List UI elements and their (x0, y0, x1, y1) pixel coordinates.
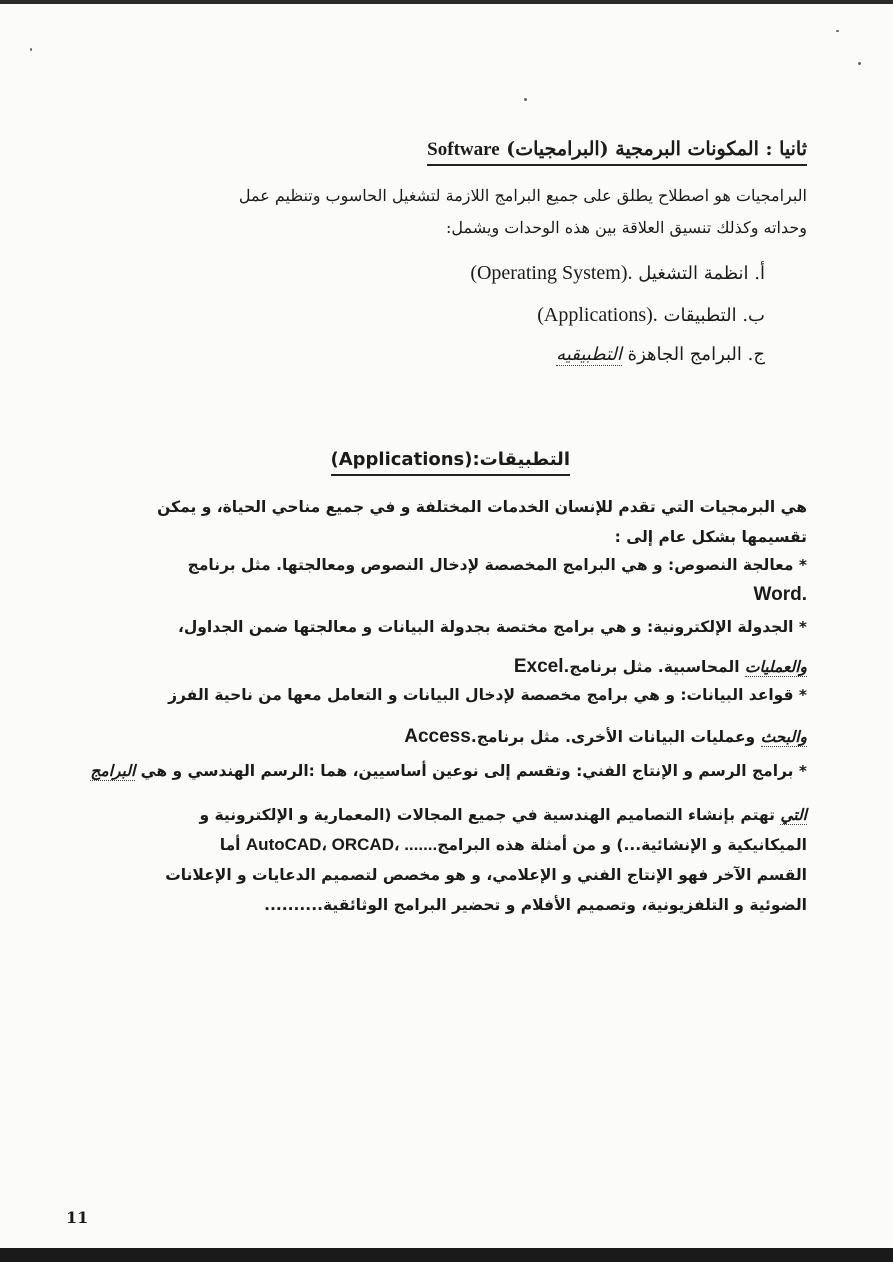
handwritten-annotation: التطبيقيه (556, 344, 622, 365)
heading-arabic: ثانيا : المكونات البرمجية (البرامجيات) (506, 138, 807, 160)
list-item-applications (537, 304, 765, 327)
program-name-excel: Excel (513, 656, 564, 677)
section-software-heading (427, 138, 807, 166)
bullet-drawing-production (90, 756, 807, 920)
paragraph-line: هي البرمجيات التي تقدم للإنسان الخدمات المختلفة و في جميع مناحي الحياة، و يمكن (157, 498, 807, 516)
list-marker: ب. (742, 305, 765, 326)
paragraph-line: وعمليات البيانات الأخرى. مثل برنامج. (470, 728, 756, 746)
program-name-access: Access (404, 726, 471, 747)
paragraph-line: * الجدولة الإلكترونية: و هي برامج مختصة بجدولة البيانات و معالجتها ضمن الجداول، (177, 618, 807, 636)
list-label-arabic: التطبيقات (663, 305, 737, 326)
paragraph-line: المحاسبية. مثل برنامج. (563, 658, 740, 676)
definition-line: وحداته وكذلك تنسيق العلاقة بين هذه الوحدات ويشمل: (445, 218, 807, 237)
paragraph-line: القسم الآخر فهو الإنتاج الفني و الإعلامي، و هو مخصص لتصميم الدعايات و الإعلانات (165, 866, 807, 884)
paragraph-line: تقسيمها بشكل عام إلى : (614, 528, 807, 546)
applications-intro (157, 492, 807, 552)
heading-english: Software (427, 139, 500, 160)
list-marker: أ. (754, 263, 765, 284)
section-applications-heading (331, 449, 571, 476)
handwritten-annotation: البرامج (90, 761, 136, 780)
paragraph-line: * معالجة النصوص: و هي البرامج المخصصة لإدخال النصوص ومعالجتها. مثل برنامج (187, 556, 807, 574)
handwritten-annotation: والبحث (760, 727, 807, 746)
page-number: 11 (66, 1208, 89, 1227)
list-marker: ج. (747, 344, 765, 365)
scan-edge-bottom (0, 1248, 893, 1262)
scan-speck (30, 48, 32, 51)
handwritten-annotation: والعمليات (744, 657, 807, 676)
scan-edge-top (0, 0, 893, 4)
scan-speck (836, 30, 839, 32)
heading-arabic: التطبيقات: (472, 449, 570, 470)
list-label-arabic: البرامج الجاهزة (627, 344, 742, 365)
paragraph-line: الميكانيكية و الإنشائية...) و من أمثلة هذه البرامج (437, 836, 807, 854)
scan-speck (858, 62, 861, 65)
heading-english: (Applications) (330, 449, 473, 470)
software-definition (82, 180, 807, 244)
bullet-databases (168, 680, 807, 752)
scan-speck (524, 98, 527, 101)
bullet-word-processing (188, 550, 807, 610)
paragraph-line: * برامج الرسم و الإنتاج الفني: وتقسم إلى نوعين أساسيين، هما :الرسم الهندسي و هي (140, 762, 807, 780)
program-name-word: Word. (753, 584, 807, 605)
list-item-ready-programs (556, 344, 765, 365)
list-label-arabic: انظمة التشغيل (638, 263, 749, 284)
list-item-operating-system (470, 262, 765, 285)
definition-line: البرامجيات هو اصطلاح يطلق على جميع البرامج اللازمة لتشغيل الحاسوب وتنظيم عمل (238, 186, 807, 205)
bullet-spreadsheets (178, 612, 807, 682)
handwritten-annotation: التي (780, 805, 807, 824)
paragraph-line: تهتم بإنشاء التصاميم الهندسية في جميع المجالات (المعمارية و الإلكترونية و (199, 806, 775, 824)
paragraph-line: أما (219, 836, 241, 854)
list-label-english: (Applications). (537, 304, 658, 326)
paragraph-line: * قواعد البيانات: و هي برامج مخصصة لإدخال البيانات و التعامل معها من ناحية الفرز (168, 686, 807, 704)
paragraph-line: الضوئية و التلفزيونية، وتصميم الأفلام و تحضير البرامج الوثائقية.......... (264, 896, 807, 914)
list-label-english: (Operating System). (470, 262, 633, 284)
program-names-cad: AutoCAD، ORCAD، ....... (245, 835, 438, 854)
